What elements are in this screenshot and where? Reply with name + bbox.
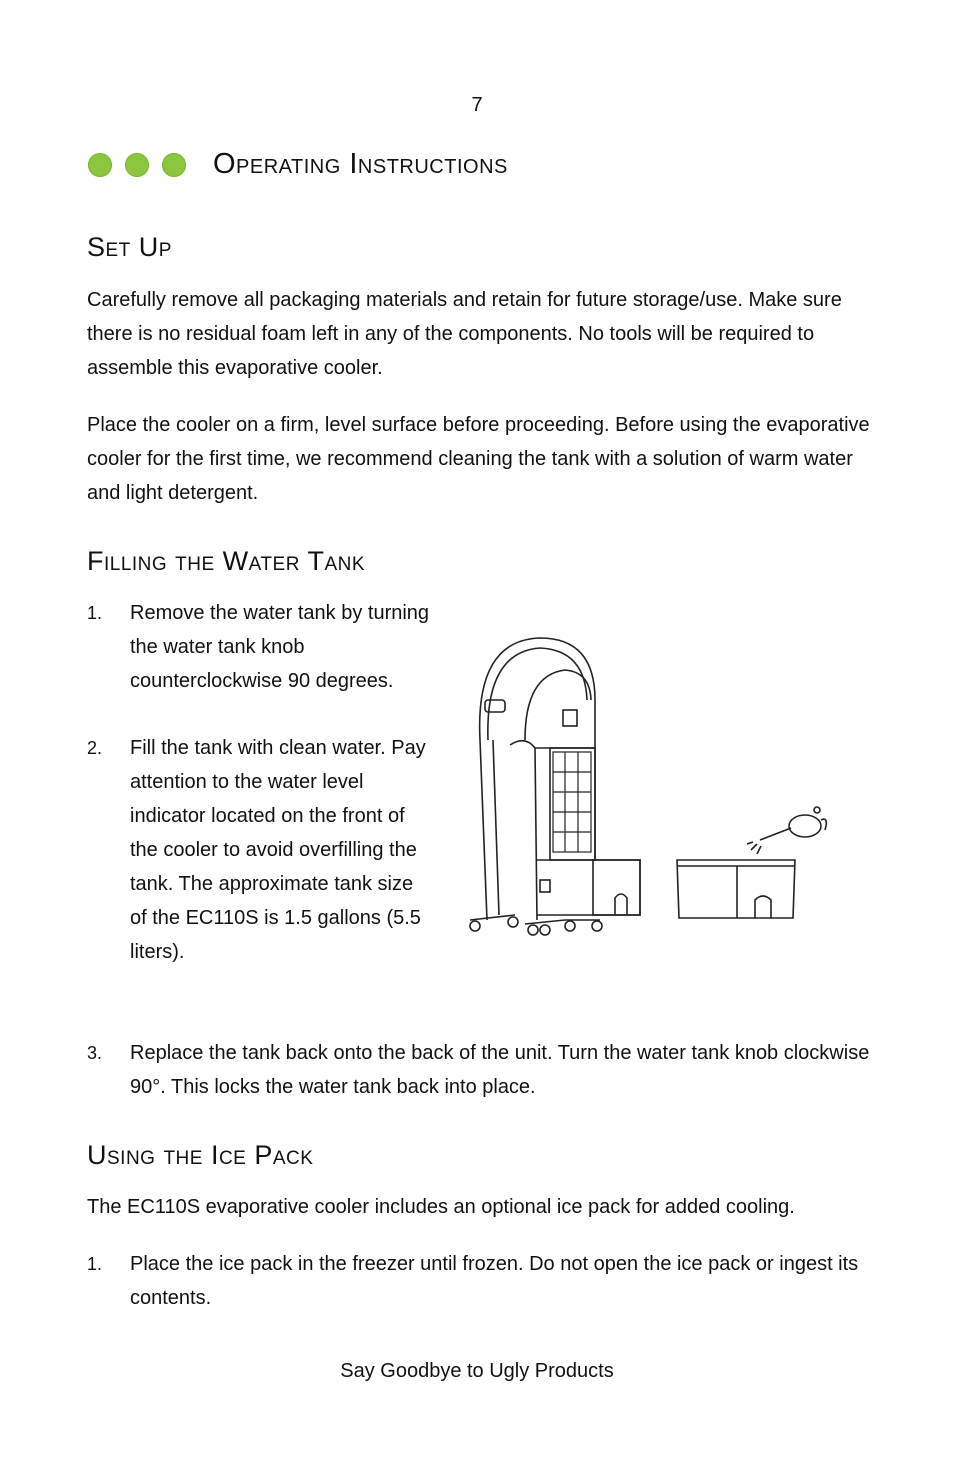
setup-paragraph-2: Place the cooler on a firm, level surface before proceeding. Before using the evaporative cooler for the first time, we recommend cleaning the tank with a solution of warm water and light detergent.	[87, 414, 870, 504]
bullet-dot-icon	[88, 153, 112, 177]
step-number: 3.	[87, 1043, 103, 1063]
ice-pack-step-1: Place the ice pack in the freezer until frozen. Do not open the ice pack or ingest its contents.	[130, 1253, 859, 1309]
filling-heading: Filling the Water Tank	[87, 546, 366, 576]
bullet-dot-icon	[125, 153, 149, 177]
step-number: 2.	[87, 738, 103, 758]
main-title: Operating Instructions	[213, 148, 508, 180]
step-number: 1.	[87, 603, 103, 623]
filling-step-1: Remove the water tank by turning the water tank knob counterclockwise 90 degrees.	[130, 602, 430, 692]
page-number: 7	[471, 94, 483, 116]
ice-pack-intro: The EC110S evaporative cooler includes an optional ice pack for added cooling.	[87, 1196, 795, 1218]
step-number: 1.	[87, 1254, 103, 1274]
main-heading	[88, 148, 508, 181]
cooler-tank-illustration	[455, 630, 835, 940]
filling-step-3: Replace the tank back onto the back of the unit. Turn the water tank knob clockwise 90°. This locks the water tank back into place.	[130, 1042, 870, 1098]
page-footer: Say Goodbye to Ugly Products	[340, 1360, 614, 1382]
ice-pack-heading: Using the Ice Pack	[87, 1140, 314, 1170]
bullet-dot-icon	[162, 153, 186, 177]
cooler-unit-drawing	[470, 638, 640, 935]
setup-paragraph-1: Carefully remove all packaging materials and retain for future storage/use. Make sure there is no residual foam left in any of the components. No tools will be required to assemble this evaporative cooler.	[87, 289, 842, 379]
water-tank-drawing	[677, 860, 795, 918]
filling-step-2: Fill the tank with clean water. Pay attention to the water level indicator located on the front of the cooler to avoid overfilling the tank. The approximate tank size of the EC110S is 1.5 gallons (5.5 liters).	[130, 737, 426, 963]
watering-can-icon	[747, 807, 826, 854]
setup-heading: Set Up	[87, 232, 172, 262]
